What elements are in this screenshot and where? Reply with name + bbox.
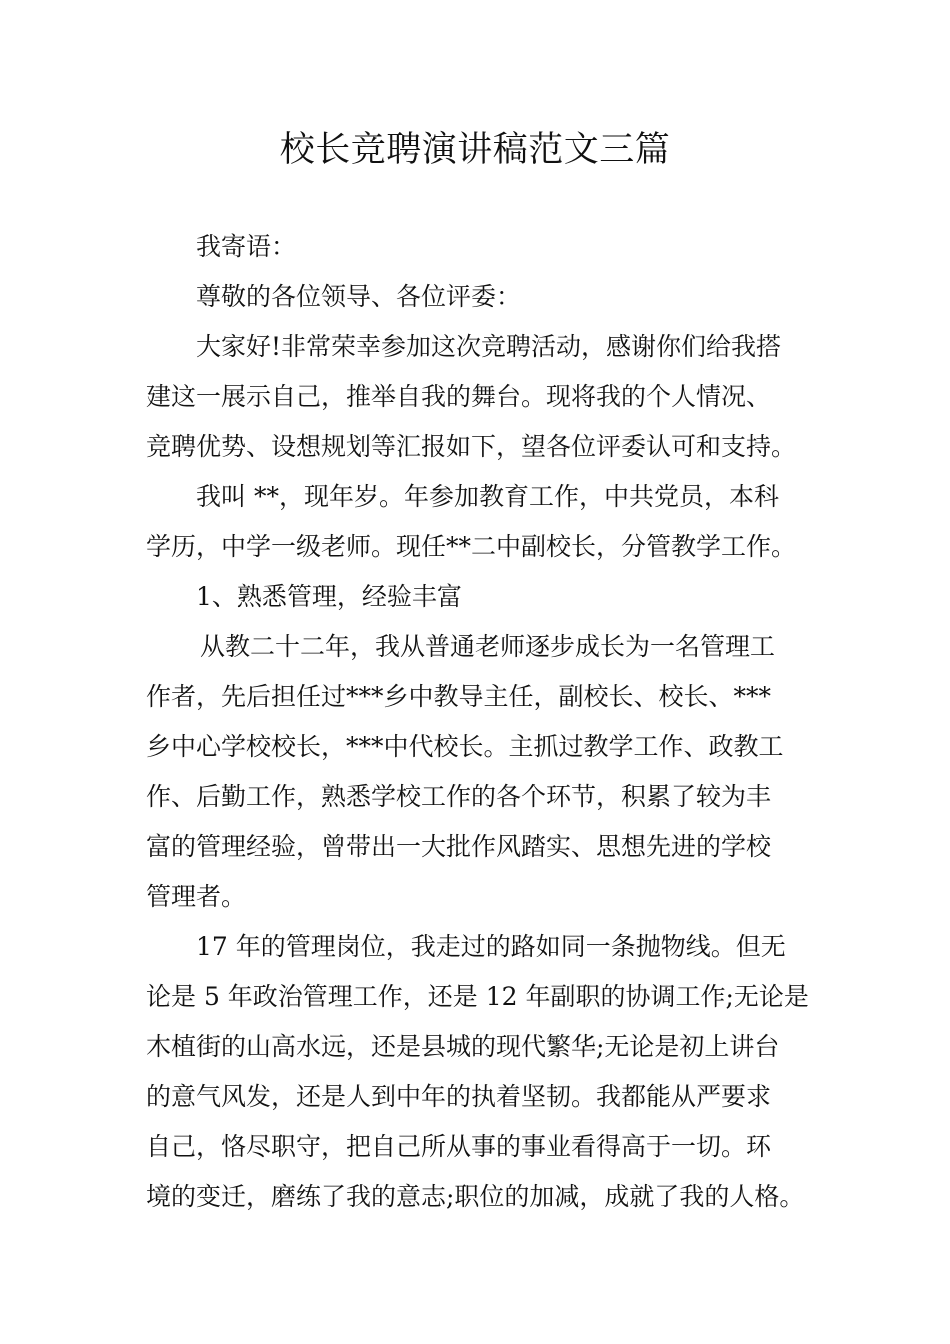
paragraph-line: 17 年的管理岗位，我走过的路如同一条抛物线。但无 <box>196 932 786 961</box>
paragraph-line: 学历，中学一级老师。现任**二中副校长，分管教学工作。 <box>146 532 797 561</box>
paragraph-line: 的意气风发，还是人到中年的执着坚韧。我都能从严要求 <box>146 1082 772 1111</box>
paragraph-line: 境的变迁，磨练了我的意志;职位的加减，成就了我的人格。 <box>146 1182 805 1211</box>
paragraph-line: 建这一展示自己，推举自我的舞台。现将我的个人情况、 <box>146 382 772 411</box>
paragraph-line: 尊敬的各位领导、各位评委： <box>196 282 522 311</box>
paragraph-line: 大家好!非常荣幸参加这次竞聘活动，感谢你们给我搭 <box>196 332 782 361</box>
paragraph-line: 我寄语： <box>196 232 297 261</box>
paragraph-line: 木植街的山高水远，还是县城的现代繁华;无论是初上讲台 <box>146 1032 780 1061</box>
paragraph-line: 管理者。 <box>146 882 247 911</box>
paragraph-line: 我叫 **，现年岁。年参加教育工作，中共党员，本科 <box>196 482 779 511</box>
paragraph-line: 乡中心学校校长，***中代校长。主抓过教学工作、政教工 <box>146 732 784 761</box>
paragraph-line: 论是 5 年政治管理工作，还是 12 年副职的协调工作;无论是 <box>146 982 809 1011</box>
document-body <box>146 222 826 1222</box>
document-title: 校长竞聘演讲稿范文三篇 <box>279 130 671 170</box>
paragraph-line: 从教二十二年，我从普通老师逐步成长为一名管理工 <box>200 632 776 661</box>
paragraph-line: 作者，先后担任过***乡中教导主任，副校长、校长、*** <box>146 682 772 711</box>
paragraph-line: 富的管理经验，曾带出一大批作风踏实、思想先进的学校 <box>146 832 772 861</box>
paragraph-line: 作、后勤工作，熟悉学校工作的各个环节，积累了较为丰 <box>146 782 772 811</box>
section-heading: 1、熟悉管理，经验丰富 <box>196 582 462 611</box>
paragraph-line: 自己，恪尽职守，把自己所从事的事业看得高于一切。环 <box>146 1132 772 1161</box>
paragraph-line: 竞聘优势、设想规划等汇报如下，望各位评委认可和支持。 <box>146 432 797 461</box>
